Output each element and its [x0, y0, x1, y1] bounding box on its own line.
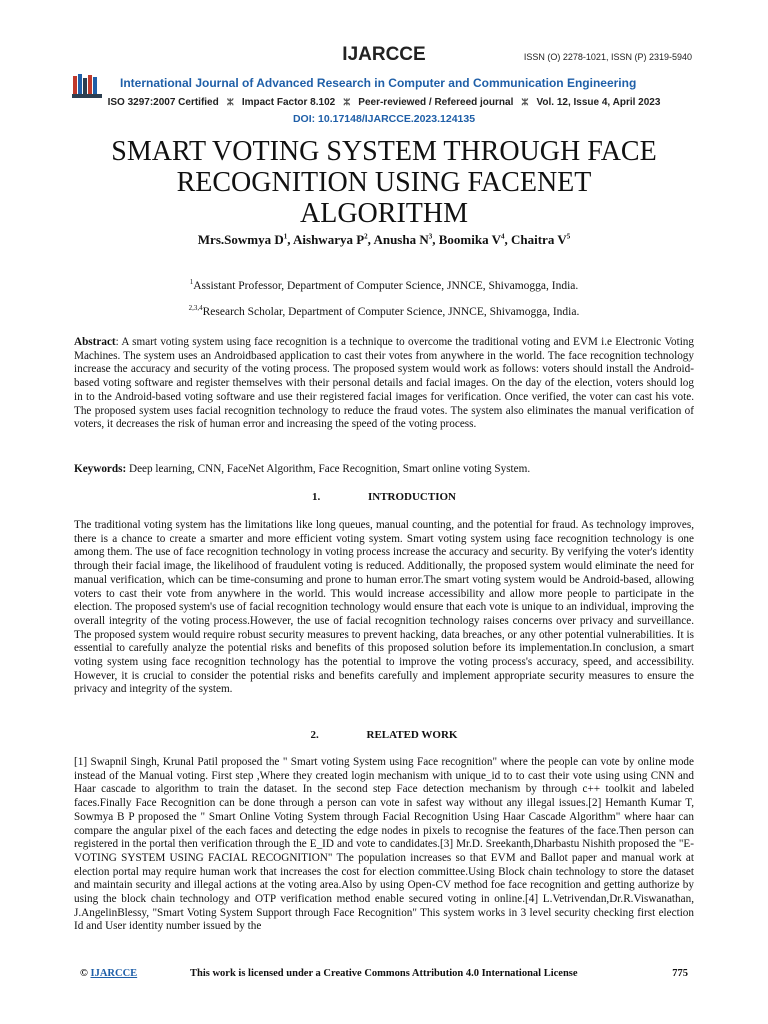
- author-sup: 3: [428, 232, 433, 241]
- separator-icon: ⵣ: [343, 97, 351, 107]
- journal-logo-icon: [72, 72, 102, 98]
- author-sup: 2: [364, 232, 368, 241]
- author-name: Aishwarya P: [293, 232, 365, 247]
- author-sup: 5: [566, 232, 571, 241]
- certification-line: [0, 97, 768, 108]
- keywords: [74, 463, 694, 477]
- journal-full-name: International Journal of Advanced Research in Computer and Communication Engineering: [120, 76, 637, 90]
- affiliation-2: [0, 304, 768, 318]
- title-line: ALGORITHM: [300, 198, 468, 229]
- abstract: [74, 336, 694, 432]
- copyright-symbol: ©: [80, 968, 88, 979]
- keywords-text: Deep learning, CNN, FaceNet Algorithm, Face Recognition, Smart online voting System.: [126, 463, 531, 475]
- ijarcce-link[interactable]: IJARCCE: [90, 968, 138, 979]
- abstract-label: Abstract: [74, 336, 116, 348]
- author-list: Mrs.Sowmya $D^1$, Aishwarya $P^2$, Anusha $N^3$, Boomika $V^4$, Chaitra $V^5$: [197, 232, 571, 247]
- cert-impact-factor: Impact Factor 8.102: [241, 97, 336, 108]
- author-sup: 4: [500, 232, 505, 241]
- author-name: Chaitra V: [510, 232, 567, 247]
- section-heading-introduction: [0, 491, 768, 503]
- section-title: RELATED WORK: [366, 729, 458, 741]
- cert-peer-reviewed: Peer-reviewed / Refereed journal: [358, 97, 514, 108]
- journal-abbreviation: IJARCCE: [342, 44, 426, 65]
- doi-link[interactable]: DOI: 10.17148/IJARCCE.2023.124135: [292, 113, 476, 125]
- abstract-text: : A smart voting system using face recognition is a technique to overcome the traditional voting and EVM i.e Electronic Voting Machines. The system uses an Androidbased application to cast their votes from anywhere in the world. The face recognition technology increase the accuracy and security of the voting process. The proposed system would work as follows: voters should install the Android-based voting software and register themselves with their personal details and facial images. On the day of the election, voters should log in to the Android-based voting software and use their registered facial images for verification. Once verified, the voter can cast his vote. The proposed system uses facial recognition technology to reduce the fraud votes. The system also eliminates the manual verification of voters, it decreases the risk of human error and increasing the speed of the voting process.: [74, 336, 694, 431]
- title-line: SMART VOTING SYSTEM THROUGH FACE: [111, 136, 657, 167]
- page-footer: [80, 968, 688, 984]
- section-title: INTRODUCTION: [367, 491, 456, 503]
- author-sup: 1: [283, 232, 288, 241]
- license-text: This work is licensed under a Creative Commons Attribution 4.0 International License: [190, 968, 578, 979]
- affiliation-text: Assistant Professor, Department of Computer Science, JNNCE, Shivamogga, India.: [193, 279, 579, 292]
- author-name: Boomika V: [438, 232, 501, 247]
- cert-volume: Vol. 12, Issue 4, April 2023: [536, 97, 661, 108]
- affiliation-text: Research Scholar, Department of Computer Science, JNNCE, Shivamogga, India.: [202, 305, 580, 318]
- related-work-paragraph: [1] Swapnil Singh, Krunal Patil proposed the " Smart voting System using Face recognition" where the people can vote by online mode instead of the Manual voting. First step ,Where they created login mechanism with unique_id to to cast their vote using using CNN and Haar cascade to algorithm to train the dataset. In the second step Face detection mechanism by through c++ toolkit and labeled faces.Finally Face Recognition can be done through a person can vote in safest way without any illegal issues.[2] Hemanth Kumar T, Sowmya B P proposed the " Smart Online Voting System through Facial Recognition Using Haar Cascade Algorithm" where haar can compare the angular pixel of the each faces and detecting the edge nodes in pixels to recognise the features of the face.Then person can registered in the portal then verification through the E_ID and vote to candidates.[3] Mr.D. Sreekanth,Dharbastu Nishith proposed the "E-VOTING SYSTEM USING FACIAL RECOGNITION" The population increases so that EVM and Ballot paper and manual work at election portal may require human work that increases the cost for election committee.Using Block chain technology to store the dataset and maintain security and illegal actions at the voting area.Also by using Open-CV method foe face recognition and getting authorize by using the block chain technology and OTP verification method enable secured voting in online.[4] L.Vetrivendan,Dr.R.Viswanathan, J.AngelinBlessy, "Smart Voting System Support through Face Recognition" This system works in 3 level security checking first election Id and User identity number issued by the: [74, 756, 694, 933]
- issn-line: ISSN (O) 2278-1021, ISSN (P) 2319-5940: [523, 52, 692, 62]
- author-name: Mrs.Sowmya D: [197, 232, 284, 247]
- cert-iso: ISO 3297:2007 Certified: [107, 97, 219, 108]
- affiliation-1: [0, 278, 768, 292]
- introduction-paragraph: The traditional voting system has the limitations like long queues, manual counting, and the potential for fraud. As technology improves, there is a chance to create a smarter and more efficient voting system. Smart voting system using face recognition technology is one among them. The use of face recognition technology in voting process increase the accuracy and security. By verifying the voter's identity through their facial image, the likelihood of fraudulent voting is reduced. Additionally, the proposed system would eliminate the need for manual verification, which can be time-consuming and prone to human error.The smart voting system would be Android-based, allowing voters to cast their vote from anywhere in the world. This would increase accessibility and allow more people to participate in the election. The proposed system's use of facial recognition technology would ensure that each vote is unique to an individual, improving the overall integrity of the voting process.However, the use of facial recognition technology raises concerns over privacy and surveillance. The proposed system would require robust security measures to prevent hacking, data breaches, or any other potential vulnerabilities. It is essential to carefully analyze the potential risks and benefits of this proposed solution before its implementation.In conclusion, a smart voting system using face recognition technology has the potential to improve the voting process's accuracy, speed, and accessibility. However, it is crucial to consider the potential risks and benefits carefully and implement appropriate security measures to ensure the privacy and integrity of the system.: [74, 519, 694, 696]
- paper-title: [60, 136, 708, 229]
- keywords-label: Keywords:: [74, 463, 127, 475]
- section-heading-related-work: [0, 729, 768, 741]
- copyright: [80, 968, 137, 979]
- section-number: 1.: [311, 491, 321, 503]
- affiliation-sup: 1: [189, 278, 194, 286]
- separator-icon: ⵣ: [226, 97, 234, 107]
- section-number: 2.: [310, 729, 319, 741]
- author-name: Anusha N: [373, 232, 429, 247]
- page-number: 775: [672, 968, 688, 979]
- affiliation-sup: 2,3,4: [188, 304, 203, 312]
- separator-icon: ⵣ: [521, 97, 529, 107]
- title-line: RECOGNITION USING FACENET: [176, 167, 592, 198]
